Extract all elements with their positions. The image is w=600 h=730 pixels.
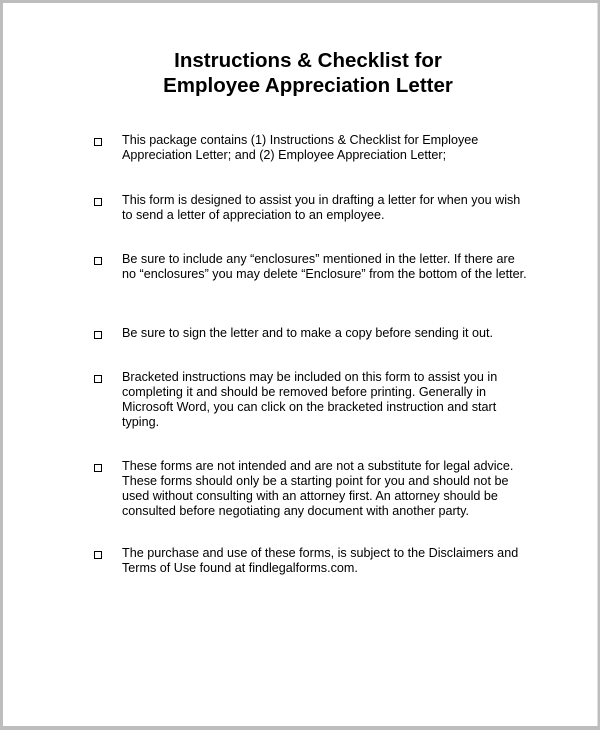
checkbox-icon[interactable] <box>94 464 102 472</box>
checkbox-icon[interactable] <box>94 331 102 339</box>
document-title <box>3 48 600 98</box>
checklist-text: Be sure to include any “enclosures” mentioned in the letter. If there are no “enclosures” you may delete “Enclosure” from the bottom of the letter. <box>122 252 527 281</box>
checklist-text: Bracketed instructions may be included on this form to assist you in completing it and should be removed before printing. Generally in Microsoft Word, you can click on the bracketed instruction and start typing. <box>122 370 498 429</box>
title-line: Employee Appreciation Letter <box>163 74 453 97</box>
checklist-text: Be sure to sign the letter and to make a copy before sending it out. <box>122 326 494 340</box>
checklist-text: The purchase and use of these forms, is subject to the Disclaimers and Terms of Use found at findlegalforms.com. <box>122 546 519 575</box>
checkbox-icon[interactable] <box>94 198 102 206</box>
checklist-text: These forms are not intended and are not a substitute for legal advice. These forms should only be a starting point for you and should not be used without consulting with an attorney first. An attorney should be consulted before negotiating any document with another party. <box>122 459 514 518</box>
checkbox-icon[interactable] <box>94 138 102 146</box>
title-line: Instructions & Checklist for <box>174 49 442 72</box>
checklist-text: This form is designed to assist you in drafting a letter for when you wish to send a letter of appreciation to an employee. <box>122 193 521 222</box>
document-page <box>3 3 598 726</box>
checkbox-icon[interactable] <box>94 551 102 559</box>
checkbox-icon[interactable] <box>94 375 102 383</box>
checklist-text: This package contains (1) Instructions & Checklist for Employee Appreciation Letter; and (2) Employee Appreciation Letter; <box>122 133 479 162</box>
checkbox-icon[interactable] <box>94 257 102 265</box>
